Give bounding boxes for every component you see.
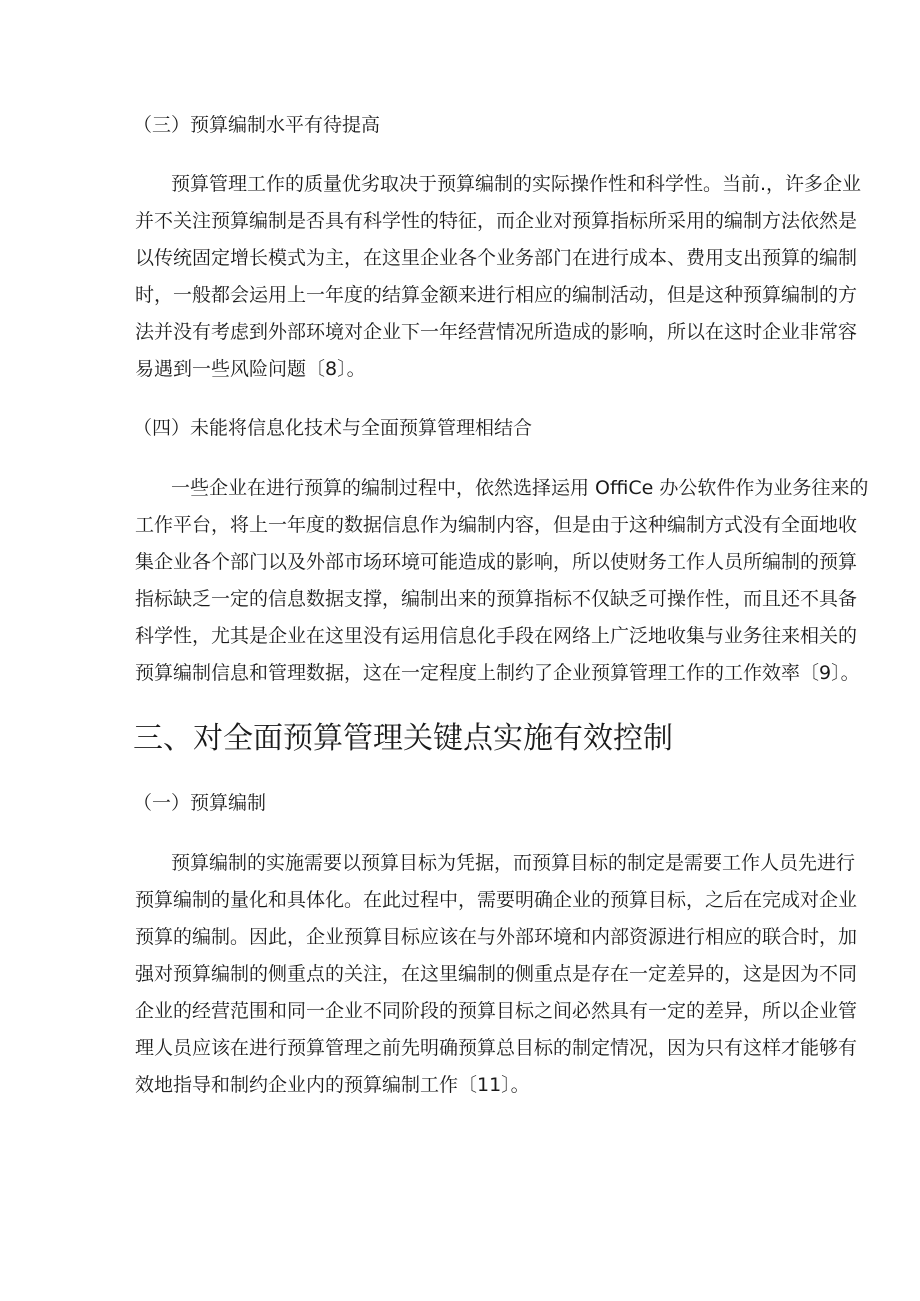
section-heading-1: （一）预算编制 <box>133 792 267 814</box>
section-heading-4: （四）未能将信息化技术与全面预算管理相结合 <box>133 417 533 439</box>
text-line: 预算编制的实施需要以预算目标为凭据，而预算目标的制定是需要工作人员先进行 <box>171 852 856 874</box>
section-heading-3: （三）预算编制水平有待提高 <box>133 114 381 136</box>
paragraph <box>135 166 862 388</box>
text-line: 一些企业在进行预算的编制过程中，依然选择运用 OffiCe 办公软件作为业务往来的 <box>171 477 869 499</box>
chapter-heading: 三、对全面预算管理关键点实施有效控制 <box>133 721 673 756</box>
text-line: 预算编制信息和管理数据，这在一定程度上制约了企业预算管理工作的工作效率〔9〕。 <box>135 662 860 684</box>
paragraph <box>135 845 858 1104</box>
text-line: 并不关注预算编制是否具有科学性的特征，而企业对预算指标所采用的编制方法依然是 <box>135 210 858 232</box>
text-line: 以传统固定增长模式为主，在这里企业各个业务部门在进行成本、费用支出预算的编制 <box>135 247 858 269</box>
text-line: 科学性，尤其是企业在这里没有运用信息化手段在网络上广泛地收集与业务往来相关的 <box>135 625 858 647</box>
text-line: 预算管理工作的质量优劣取决于预算编制的实际操作性和科学性。当前.，许多企业 <box>171 173 862 195</box>
text-line: 预算的编制。因此，企业预算目标应该在与外部环境和内部资源进行相应的联合时，加 <box>135 926 858 948</box>
text-line: 工作平台，将上一年度的数据信息作为编制内容，但是由于这种编制方式没有全面地收 <box>135 514 858 536</box>
text-line: 指标缺乏一定的信息数据支撑，编制出来的预算指标不仅缺乏可操作性，而且还不具备 <box>135 588 858 610</box>
text-line: 预算编制的量化和具体化。在此过程中，需要明确企业的预算目标，之后在完成对企业 <box>135 889 858 911</box>
text-line: 易遇到一些风险问题〔8〕。 <box>135 358 366 380</box>
paragraph <box>135 470 869 692</box>
text-line: 法并没有考虑到外部环境对企业下一年经营情况所造成的影响，所以在这时企业非常容 <box>135 321 858 343</box>
text-line: 时，一般都会运用上一年度的结算金额来进行相应的编制活动，但是这种预算编制的方 <box>135 284 858 306</box>
text-line: 企业的经营范围和同一企业不同阶段的预算目标之间必然具有一定的差异，所以企业管 <box>135 1000 858 1022</box>
text-line: 强对预算编制的侧重点的关注，在这里编制的侧重点是存在一定差异的，这是因为不同 <box>135 963 858 985</box>
text-line: 理人员应该在进行预算管理之前先明确预算总目标的制定情况，因为只有这样才能够有 <box>135 1037 858 1059</box>
text-line: 集企业各个部门以及外部市场环境可能造成的影响，所以使财务工作人员所编制的预算 <box>135 551 858 573</box>
text-line: 效地指导和制约企业内的预算编制工作〔11〕。 <box>135 1074 530 1096</box>
